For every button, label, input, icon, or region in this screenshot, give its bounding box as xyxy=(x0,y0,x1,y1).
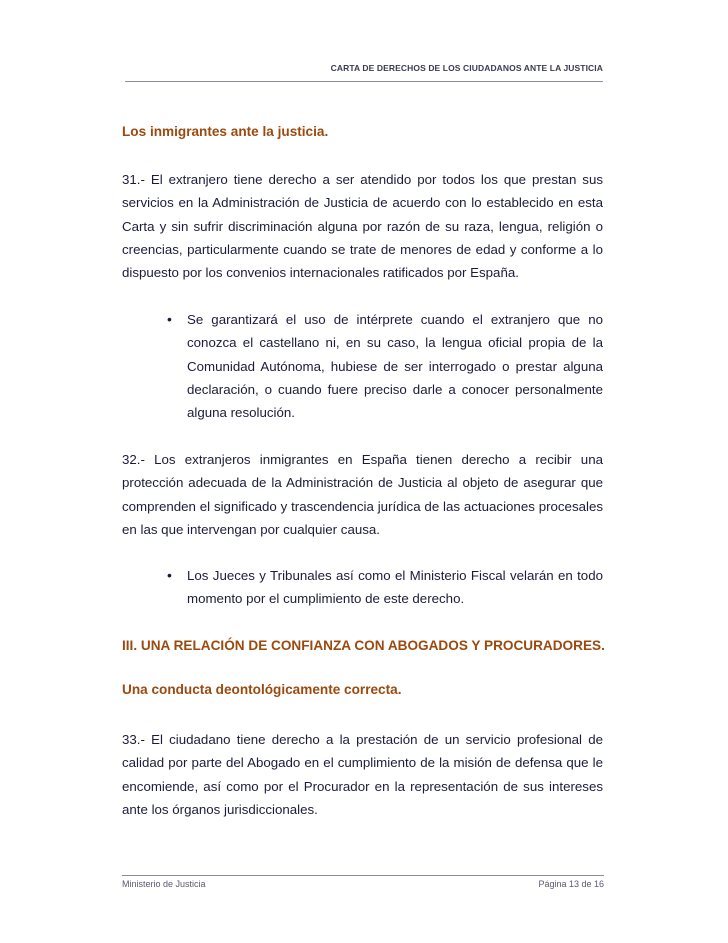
footer-page-number: Página 13 de 16 xyxy=(538,879,604,889)
running-header: CARTA DE DERECHOS DE LOS CIUDADANOS ANTE LA JUSTICIA xyxy=(330,63,603,73)
paragraph-32: 32.- Los extranjeros inmigrantes en España tienen derecho a recibir una protección adecuada de la Administración de Justicia al objeto de asegurar que comprenden el significado y trascendencia jurídica de las actuaciones procesales en las que intervengan por cualquier causa. xyxy=(122,452,603,537)
heading-conducta: Una conducta deontológicamente correcta. xyxy=(122,682,402,697)
paragraph-33: 33.- El ciudadano tiene derecho a la prestación de un servicio profesional de calidad por parte del Abogado en el cumplimiento de la misión de defensa que le encomiende, así como por el Procurador en la representación de sus intereses ante los órganos jurisdiccionales. xyxy=(122,732,603,817)
heading-inmigrantes: Los inmigrantes ante la justicia. xyxy=(122,124,329,139)
bullet-icon: • xyxy=(167,311,172,327)
header-divider xyxy=(125,81,603,82)
footer-divider xyxy=(122,875,604,876)
footer-ministry: Ministerio de Justicia xyxy=(122,879,206,889)
heading-section-iii: III. UNA RELACIÓN DE CONFIANZA CON ABOGADOS Y PROCURADORES. xyxy=(122,638,605,653)
paragraph-31: 31.- El extranjero tiene derecho a ser atendido por todos los que prestan sus servicios en la Administración de Justicia de acuerdo con lo establecido en esta Carta y sin sufrir discriminación alguna por razón de su raza, lengua, religión o creencias, particularmente cuando se trate de menores de edad y conforme a lo dispuesto por los convenios internacionales ratificados por España. xyxy=(122,172,603,281)
bullet-text-31: Se garantizará el uso de intérprete cuando el extranjero que no conozca el castellano ni, en su caso, la lengua oficial propia de la Comunidad Autónoma, hubiese de ser interrogado o prestar alguna declaración, o cuando fuere preciso darle a conocer personalmente alguna resolución. xyxy=(187,312,603,421)
bullet-text-32: Los Jueces y Tribunales así como el Ministerio Fiscal velarán en todo momento por el cumplimiento de este derecho. xyxy=(187,568,603,607)
bullet-icon: • xyxy=(167,567,172,583)
